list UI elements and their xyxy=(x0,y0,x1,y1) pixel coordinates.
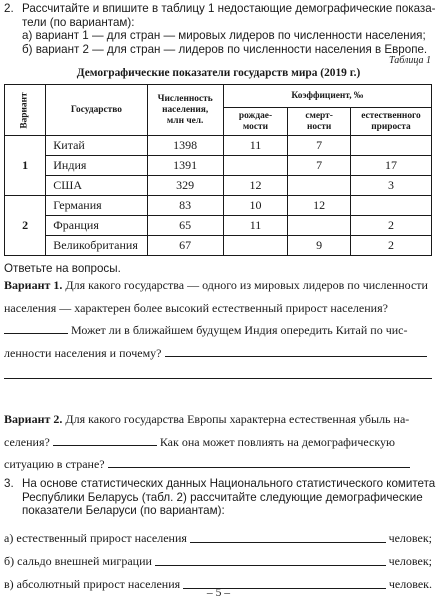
list-item xyxy=(4,546,432,569)
item-unit: человек; xyxy=(388,554,432,568)
natural-growth-cell[interactable]: 17 xyxy=(350,156,431,176)
table-row xyxy=(5,136,432,156)
item-label: б) сальдо внешней миграции xyxy=(4,554,152,568)
state-cell: Франция xyxy=(46,216,147,236)
answer-blank[interactable] xyxy=(4,321,68,334)
death-rate-cell[interactable]: 9 xyxy=(288,236,351,256)
item-label: в) абсолютный прирост населения xyxy=(4,577,181,591)
natural-growth-cell[interactable]: 2 xyxy=(350,216,431,236)
header-birth-rate: рождае- мости xyxy=(223,108,288,136)
variant-2-question xyxy=(4,408,432,476)
table-row xyxy=(5,196,432,216)
population-cell: 67 xyxy=(147,236,223,256)
option-a: а) вариант 1 — для стран — мировых лидеров по численности населения; xyxy=(22,29,426,43)
task-number: 3. xyxy=(4,477,14,490)
answer-blank[interactable] xyxy=(155,565,386,566)
table-row xyxy=(5,216,432,236)
question-text: Как она может повлиять на демографическую xyxy=(156,434,395,449)
item-unit: человек; xyxy=(388,531,432,545)
question-text: ситуацию в стране? xyxy=(4,457,105,472)
answer-prompt: Ответьте на вопросы. xyxy=(4,262,121,275)
task-2 xyxy=(4,2,436,56)
task-text: На основе статистических данных Национального статистического комитета xyxy=(22,477,436,490)
item-unit: человек. xyxy=(388,577,432,591)
variant-1-question xyxy=(4,274,432,379)
population-cell: 1391 xyxy=(147,156,223,176)
header-coefficient: Коэффициент, ‰ xyxy=(223,85,431,108)
variant-cell: 1 xyxy=(5,136,46,196)
death-rate-cell[interactable] xyxy=(288,176,351,196)
header-variant: Вариант xyxy=(5,85,46,136)
table-row xyxy=(5,156,432,176)
birth-rate-cell[interactable]: 11 xyxy=(223,216,288,236)
task-text: Республики Беларусь (табл. 2) рассчитайте следующие демографические xyxy=(22,490,423,504)
header-state: Государство xyxy=(46,85,147,136)
task-text: показатели Беларуси (по вариантам): xyxy=(22,504,225,517)
variant-label: Вариант 2. xyxy=(4,412,63,426)
variant-cell: 2 xyxy=(5,196,46,256)
natural-growth-cell[interactable] xyxy=(350,136,431,156)
header-natural-growth: естественного прироста xyxy=(350,108,431,136)
variant-label: Вариант 1. xyxy=(4,278,63,292)
state-cell: Германия xyxy=(46,196,147,216)
demographics-table xyxy=(4,84,432,256)
death-rate-cell[interactable]: 7 xyxy=(288,156,351,176)
death-rate-cell[interactable]: 7 xyxy=(288,136,351,156)
population-cell: 83 xyxy=(147,196,223,216)
table-row xyxy=(5,176,432,196)
answer-line[interactable] xyxy=(4,364,432,379)
task-3 xyxy=(4,477,436,518)
natural-growth-cell[interactable]: 3 xyxy=(350,176,431,196)
answer-blank[interactable] xyxy=(53,433,157,446)
table-caption: Таблица 1 xyxy=(389,55,431,66)
task-3-items xyxy=(4,523,432,592)
population-cell: 329 xyxy=(147,176,223,196)
page-number: – 5 – xyxy=(206,586,231,599)
birth-rate-cell[interactable]: 12 xyxy=(223,176,288,196)
natural-growth-cell[interactable] xyxy=(350,196,431,216)
table-title: Демографические показатели государств мира (2019 г.) xyxy=(76,67,361,79)
task-text: тели (по вариантам): xyxy=(22,15,135,29)
task-text: Рассчитайте и впишите в таблицу 1 недостающие демографические показа- xyxy=(22,2,436,15)
population-cell: 65 xyxy=(147,216,223,236)
header-death-rate: смерт- ности xyxy=(288,108,351,136)
question-text: ленности населения и почему? xyxy=(4,345,162,360)
birth-rate-cell[interactable] xyxy=(223,236,288,256)
answer-blank[interactable] xyxy=(108,455,410,468)
question-text: Может ли в ближайшем будущем Индия опередить Китай по чис- xyxy=(68,323,408,338)
state-cell: США xyxy=(46,176,147,196)
death-rate-cell[interactable]: 12 xyxy=(288,196,351,216)
state-cell: Индия xyxy=(46,156,147,176)
state-cell: Китай xyxy=(46,136,147,156)
answer-blank[interactable] xyxy=(190,542,386,543)
question-text: населения — характерен более высокий естественный прирост населения? xyxy=(4,300,388,315)
answer-blank[interactable] xyxy=(165,344,427,357)
population-cell: 1398 xyxy=(147,136,223,156)
header-population: Численность населения, млн чел. xyxy=(147,85,223,136)
option-b: б) вариант 2 — для стран — лидеров по численности населения в Европе. xyxy=(22,42,428,56)
question-text: селения? xyxy=(4,434,50,449)
birth-rate-cell[interactable] xyxy=(223,156,288,176)
question-text: Для какого государства Европы характерна естественная убыль на- xyxy=(62,412,410,426)
natural-growth-cell[interactable]: 2 xyxy=(350,236,431,256)
table-row xyxy=(5,236,432,256)
task-number: 2. xyxy=(4,2,14,15)
list-item xyxy=(4,523,432,546)
birth-rate-cell[interactable]: 10 xyxy=(223,196,288,216)
birth-rate-cell[interactable]: 11 xyxy=(223,136,288,156)
question-text: Для какого государства — одного из мировых лидеров по численности xyxy=(62,278,428,292)
item-label: а) естественный прирост населения xyxy=(4,531,187,545)
death-rate-cell[interactable] xyxy=(288,216,351,236)
state-cell: Великобритания xyxy=(46,236,147,256)
